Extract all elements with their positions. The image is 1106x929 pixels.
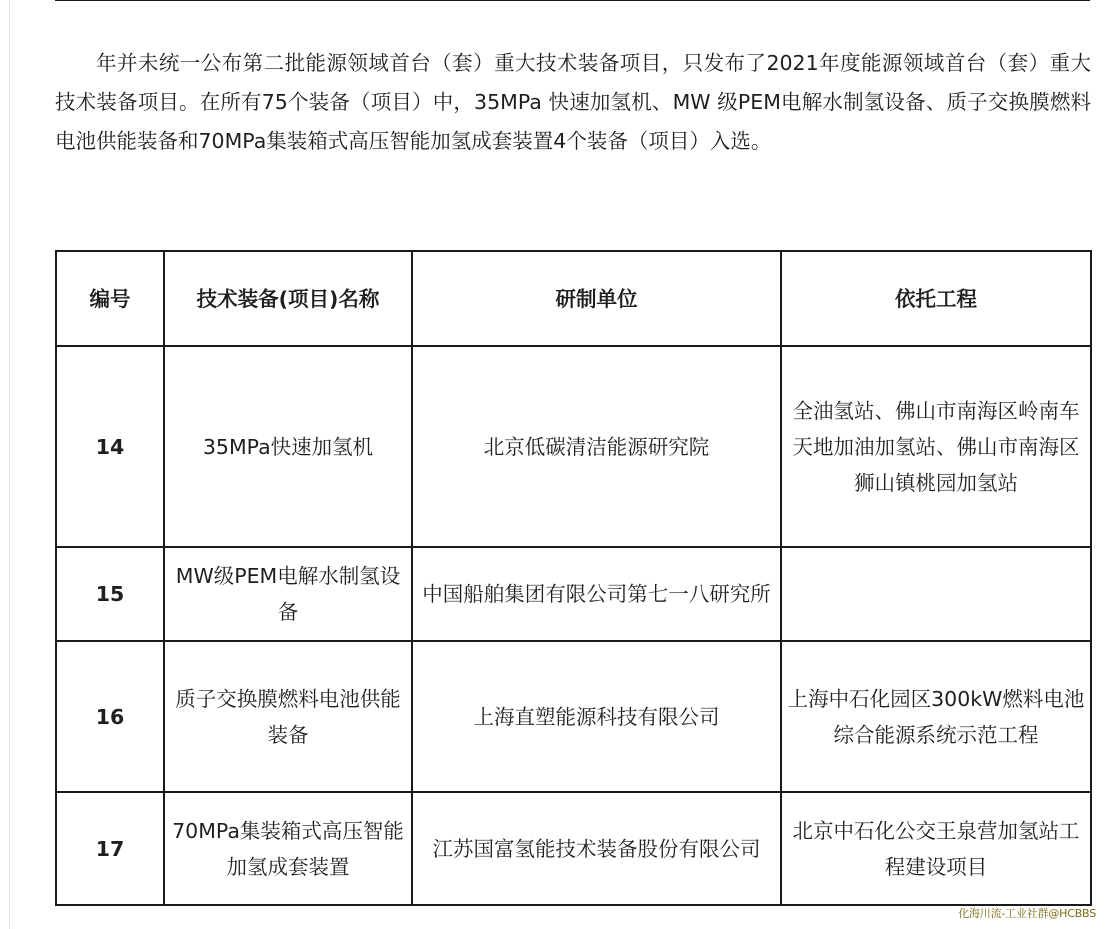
header-equipment-name: 技术装备(项目)名称 [164, 251, 412, 346]
table-row [56, 641, 1091, 792]
cell-number: 14 [56, 346, 164, 547]
cell-equipment-name: 35MPa快速加氢机 [164, 346, 412, 547]
cell-equipment-name: 70MPa集装箱式高压智能加氢成套装置 [164, 792, 412, 905]
cell-developer: 中国船舶集团有限公司第七一八研究所 [412, 547, 781, 641]
cell-developer: 上海直塑能源科技有限公司 [412, 641, 781, 792]
cell-project: 全油氢站、佛山市南海区岭南车天地加油加氢站、佛山市南海区狮山镇桃园加氢站 [781, 346, 1091, 547]
cell-project: 上海中石化园区300kW燃料电池综合能源系统示范工程 [781, 641, 1091, 792]
header-number: 编号 [56, 251, 164, 346]
intro-paragraph: 年并未统一公布第二批能源领域首台（套）重大技术装备项目，只发布了2021年度能源领域首台（套）重大技术装备项目。在所有75个装备（项目）中，35MPa 快速加氢机、MW 级PEM电解水制氢设备、质子交换膜燃料电池供能装备和70MPa集装箱式高压智能加氢成套装置4个装备（项目）入选。 [55, 51, 1091, 153]
cell-developer: 北京低碳清洁能源研究院 [412, 346, 781, 547]
cell-number: 17 [56, 792, 164, 905]
header-developer: 研制单位 [412, 251, 781, 346]
previous-table-bottom [55, 0, 1090, 1]
cell-number: 15 [56, 547, 164, 641]
cell-number: 16 [56, 641, 164, 792]
header-project: 依托工程 [781, 251, 1091, 346]
table-row [56, 346, 1091, 547]
cell-project: 北京中石化公交王泉营加氢站工程建设项目 [781, 792, 1091, 905]
cell-developer: 江苏国富氢能技术装备股份有限公司 [412, 792, 781, 905]
equipment-table [55, 250, 1092, 906]
table-row [56, 547, 1091, 641]
table-header-row [56, 251, 1091, 346]
left-margin-rule [9, 0, 10, 929]
cell-equipment-name: MW级PEM电解水制氢设备 [164, 547, 412, 641]
table-row [56, 792, 1091, 905]
watermark: 化海川流-工业社群@HCBBS [958, 907, 1096, 920]
cell-equipment-name: 质子交换膜燃料电池供能装备 [164, 641, 412, 792]
cell-project [781, 547, 1091, 641]
